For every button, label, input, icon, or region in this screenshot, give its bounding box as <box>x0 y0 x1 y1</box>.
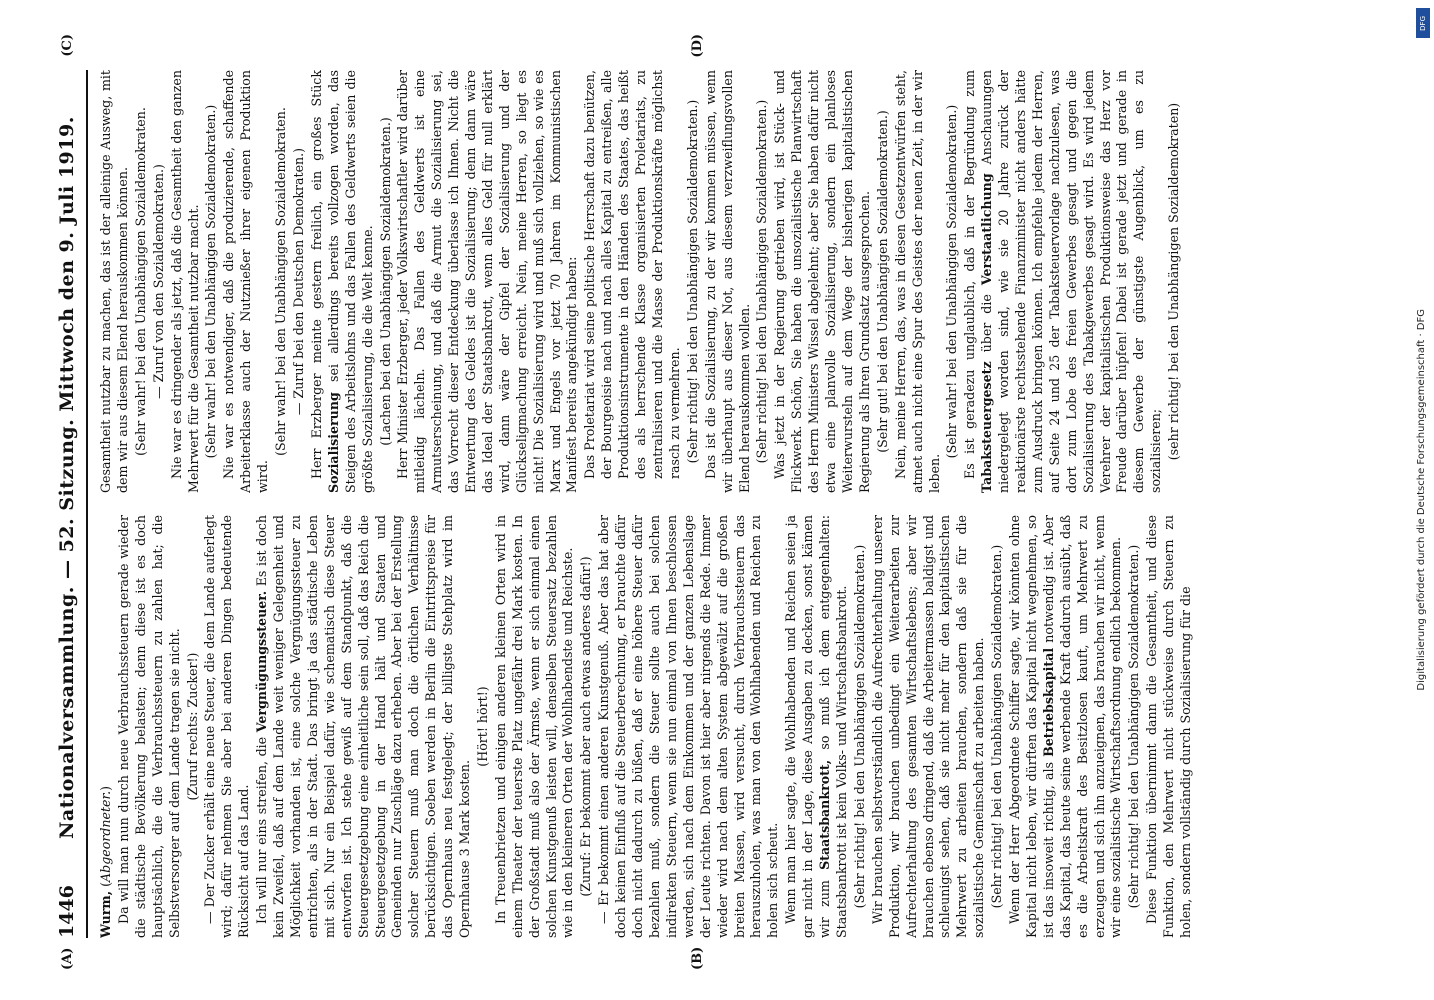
interjection: (Sehr wahr! bei den Unabhängigen Sozialdemokraten. <box>273 107 289 456</box>
bold-term: Staatsbankrott, <box>817 759 833 870</box>
paragraph: Was jetzt in der Regierung getrieben wird, ist Stück- und Flickwerk. Schön, Sie haben die unsozialistische Planwirtschaft des Herrn Ministers Wissel abgelehnt; aber Sie haben dafür nicht etwa eine planvolle Sozialisierung, sondern ein planloses Weiterwursteln auf dem Wege der bisherigen kapitalistischen Regierung als Ihren Grundsatz ausgesprochen. <box>772 70 872 493</box>
paragraph: Wenn der Herr Abgeordnete Schiffer sagte, wir könnten ohne Kapital nicht leben, wir dürften das Kapital nicht wegnehmen, so ist das insoweit richtig, als Betriebskapital notwendig ist. Aber das Kapital, das heute seine werbende Kraft dadurch ausübt, daß es die Arbeitskraft des Besitzlosen kauft, um Mehrwert zu erzeugen und sich ihn anzueignen, das brauchen wir nicht, wenn wir eine sozialistische Wirtschaftsordnung endlich bekommen. <box>1007 515 1124 938</box>
column-right <box>98 70 1388 493</box>
paragraph: Gesamtheit nutzbar zu machen, das ist der alleinige Ausweg, mit dem wir aus diesem Elend herauskommen können. <box>98 70 130 493</box>
paragraph: Das ist die Sozialisierung, zu der wir kommen müssen, wenn wir überhaupt aus dieser Not, aus diesem verzweiflungsvollen Elend herauskommen wollen. <box>702 70 752 493</box>
paragraph: In Treuenbrietzen und einigen anderen kleinen Orten wird in einem Theater der teuerste Platz ungefähr drei Mark kosten. In der Großstadt muß also der Ärmste, wenn er sich einmal einen solchen Kunstgenuß leisten will, denselben Steuersatz bezahlen wie in den kleineren Orten der Wohlhabendste und Reichste. <box>492 515 576 938</box>
interjection: (sehr richtig! bei den Unabhängigen Sozialdemokraten) <box>1166 102 1182 461</box>
interjection: (Zuruf rechts: Zucker!) <box>184 652 200 801</box>
digitization-note: Digitalisierung gefördert durch die Deutsche Forschungsgemeinschaft · DFG <box>1415 309 1427 691</box>
interjection: (Sehr richtig! bei den Unabhängigen Sozialdemokraten.) <box>851 544 867 909</box>
speaker-name: Wurm, <box>98 890 113 938</box>
page-title: Nationalversammlung. — 52. Sitzung. Mittwoch den 9. Juli 1919. <box>56 116 78 839</box>
paragraph: Wenn man hier sagte, die Wohlhabenden und Reichen seien ja gar nicht in der Lage, diese Ausgaben zu decken, sonst kämen wir zum Staatsbankrott, so muß ich dem entgegenhalten: Staatsbankrott ist kein Volks- und Wirtschaftsbankrott. <box>783 515 849 938</box>
paragraph: Herr Erzberger meinte gestern freilich, ein großes Stück Sozialisierung sei allerdings bereits vollzogen worden, das Steigen des Arbeitslohns und das Fallen des Geldwerts seien die größte Sozialisierung, die die Welt kenne. <box>308 70 375 493</box>
quotation: Das Proletariat wird seine politische Herrschaft dazu benützen, der Bourgeoisie nach und nach alles Kapital zu entreißen, alle Produktionsinstrumente in den Händen des Staates, das heißt des als herrschende Klasse organisierten Proletariats, zu zentralisieren und die Masse der Produktionskräfte möglichst rasch zu vermehren. <box>582 70 682 479</box>
paragraph: — Er bekommt einen anderen Kunstgenuß. Aber das hat aber doch keinen Einfluß auf die Steuerberechnung, er brauchte dafür doch nicht dadurch zu büßen, daß er eine höhere Steuer dafür bezahlen muß, sondern die Steuer sollte auch bei solchen indirekten Steuern, wenn sie nun einmal von Ihnen beschlossen werden, sich nach dem Einkommen und der ganzen Lebenslage der Leute richten. Davon ist hier aber nirgends die Rede. Immer wieder wird nach dem alten System abgewälzt auf die großen breiten Massen, wird versucht, durch Verbrauchssteuern das herauszuholen, was man von den Wohlhabenden und Reichen zu holen sich scheut. <box>596 515 781 938</box>
margin-marker-d: (D) <box>690 34 705 58</box>
paragraph: Ich will nur eins streifen, die Vergnügungssteuer. Es ist doch kein Zweifel, daß auf dem Lande weit weniger Gelegenheit und Möglichkeit vorhanden ist, eine solche Vergnügungssteuer zu entrichten, als in der Stadt. Das bringt ja das städtische Leben mit sich. Nur ein Beispiel dafür, wie schematisch diese Steuer entworfen ist. Ich stehe gewiß auf dem Standpunkt, daß die Steuergesetzgebung eine einheitliche sein soll, daß das Reich die Steuergesetzgebung in der Hand hält und Staaten und Gemeinden nur Zuschläge dazu erheben. Aber bei der Erstellung solcher Steuern muß man doch die örtlichen Verhältnisse berücksichtigen. Soeben werden in Berlin die Eintrittspreise für das Opernhaus neu festgelegt; der billigste Stehplatz wird im Opernhause 3 Mark kosten. <box>254 515 473 938</box>
column-left <box>98 515 1388 938</box>
paragraph: Diese Funktion übernimmt dann die Gesamtheit, und diese Funktion, den Mehrwert nicht stückweise durch Steuern zu holen, sondern vollständig durch Sozialisierung für die <box>1144 515 1194 938</box>
text-columns <box>98 70 1388 938</box>
speaker-role: Abgeordneter. <box>98 790 113 882</box>
margin-marker-c: (C) <box>60 34 75 57</box>
paragraph: Nie war es notwendiger, daß die produzierende, schaffende Arbeiterklasse auch der Nutznießer ihrer eigenen Produktion wird. <box>221 70 271 493</box>
interjection: (Sehr richtig! bei den Unabhängigen Sozialdemokraten.) <box>754 99 770 464</box>
dfg-logo: DFG <box>1416 8 1430 38</box>
margin-marker-a: (A) <box>60 947 75 970</box>
page-number: 1446 <box>56 885 78 938</box>
paragraph: — Der Zucker erhält eine neue Steuer, die dem Lande auferlegt wird; dafür nehmen Sie aber bei anderen Dingen bedeutende Rücksicht auf das Land. <box>202 515 252 938</box>
interjection: (Hört! hört!) <box>474 686 490 767</box>
bold-term: Tabaksteuergesetz <box>979 361 995 493</box>
paragraph: Da will man nun durch neue Verbrauchssteuern gerade wieder die städtische Bevölkerung belasten; denn diese ist es doch hauptsächlich, die die Verbrauchssteuern zu zahlen hat; die Selbstversorger auf dem Lande tragen sie nicht. <box>115 515 182 938</box>
bold-term: Verstaatlichung <box>979 173 995 286</box>
interjection: (Sehr richtig! bei den Unabhängigen Sozialdemokraten.) <box>1126 544 1142 909</box>
paragraph: Herr Minister Erzberger, jeder Volkswirtschaftler wird darüber mitleidig lächeln. Das Fallen des Geldwerts ist eine Armutserscheinung, und daß die Armut die Sozialisierung sei, das Vorrecht dieser Entdeckung überlasse ich Ihnen. Nicht die Entwertung des Geldes ist die Sozialisierung; denn dann wäre das Ideal der Staatsbankrott, wenn alles Geld für null erklärt wird, dann wäre der Gipfel der Sozialisierung und der Glückseligmachung erreicht. Nein, meine Herren, so liegt es nicht! Die Sozialisierung wird und muß sich vollziehen, so wie es Marx und Engels vor jetzt 70 Jahren im Kommunistischen Manifest bereits angekündigt haben: <box>395 70 580 493</box>
bold-term: Sozialisierung <box>325 392 341 493</box>
page-header <box>56 70 88 938</box>
bold-term: Betriebskapital <box>1040 647 1056 757</box>
paragraph: Nein, meine Herren, das, was in diesen Gesetzentwürfen steht, atmet auch nicht eine Spur des Geistes der neuen Zeit, in der wir leben. <box>892 70 942 493</box>
interjection: (Sehr richtig! bei den Unabhängigen Sozialdemokraten.) <box>989 544 1005 909</box>
interjection: (Zuruf: Er bekommt aber auch etwas anderes dafür!) <box>578 556 594 897</box>
paragraph: Wir brauchen selbstverständlich die Aufrechterhaltung unserer Produktion, wir brauchen unbedingt ein Weiterarbeiten zur Aufrechterhaltung des gesamten Wirtschaftslebens; aber wir brauchen ebenso dringend, daß die Arbeitermassen baldigst und schleunigst sehen, daß sie nicht mehr für den kapitalistischen Mehrwert zu arbeiten brauchen, sondern daß sie für die sozialistische Gemeinschaft zu arbeiten haben. <box>869 515 987 938</box>
paragraph: Wurm, (Abgeordneter.) <box>98 785 113 938</box>
interjection: (Sehr gut! bei den Unabhängigen Sozialdemokraten.) <box>874 110 890 453</box>
interjection: (Lachen bei den Unabhängigen Sozialdemokraten.) <box>377 117 393 446</box>
paragraph: Es ist geradezu unglaublich, daß in der Begründung zum Tabaksteuergesetz über die Verstaatlichung Anschauungen niedergelegt worden sind, wie sie 20 Jahre zurück der reaktionärste rechtsstehende Finanzminister nicht anders hätte zum Ausdruck bringen können. Ich empfehle jedem der Herren, auf Seite 24 und 25 der Tabaksteuervorlage nachzulesen, was dort zum Lobe des freien Gewerbes gesagt und gegen die Sozialisierung des Tabakgewerbes gesagt wird. Es wird jedem Verehrer der kapitalistischen Produktionsweise das Herz vor Freude darüber hüpfen! Dabei ist gerade jetzt und gerade in diesem Gewerbe der günstigste Augenblick, um es zu sozialisieren; <box>962 70 1164 493</box>
bold-term: Vergnügungssteuer. <box>254 590 270 733</box>
paragraph: Nie war es dringender als jetzt, daß die Gesamtheit den ganzen Mehrwert für die Gesamtheit nutzbar macht. <box>168 70 201 493</box>
margin-marker-b: (B) <box>690 946 705 970</box>
interjection: — Zuruf bei den Deutschen Demokraten.) <box>290 147 306 416</box>
interjection: (Sehr wahr! bei den Unabhängigen Sozialdemokraten.) <box>203 104 219 459</box>
interjection: (Sehr wahr! bei den Unabhängigen Sozialdemokraten.) <box>944 104 960 459</box>
interjection: (Sehr wahr! bei den Unabhängigen Sozialdemokraten. <box>132 107 148 456</box>
interjection: (Sehr richtig! bei den Unabhängigen Sozialdemokraten.) <box>684 99 700 464</box>
interjection: — Zuruf von den Sozialdemokraten.) <box>150 164 166 399</box>
